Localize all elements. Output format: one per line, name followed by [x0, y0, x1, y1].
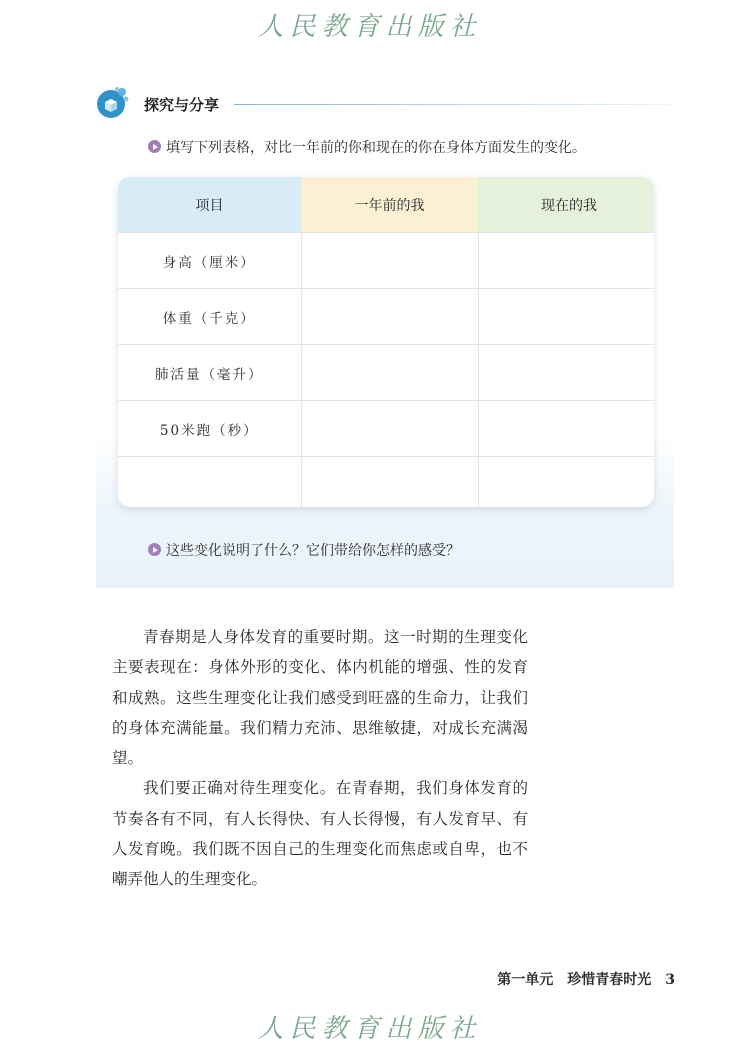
- table-row: [118, 345, 654, 401]
- row-label: 身高（厘米）: [118, 233, 301, 289]
- prompt-text: 填写下列表格，对比一年前的你和现在的你在身体方面发生的变化。: [166, 140, 586, 156]
- cell-year-ago[interactable]: [301, 401, 478, 457]
- section-title: 探究与分享: [144, 96, 220, 114]
- cell-year-ago[interactable]: [301, 233, 478, 289]
- cell-now[interactable]: [478, 457, 654, 508]
- footer-unit: 第一单元: [497, 972, 554, 988]
- cell-now[interactable]: [478, 401, 654, 457]
- play-bullet-icon: [148, 543, 161, 556]
- header-now: 现在的我: [478, 177, 654, 233]
- cube-bubbles-icon: [96, 86, 130, 120]
- cell-now[interactable]: [478, 233, 654, 289]
- paragraph: 青春期是人身体发育的重要时期。这一时期的生理变化主要表现在：身体外形的变化、体内机能的增强、性的发育和成熟。这些生理变化让我们感受到旺盛的生命力，让我们的身体充满能量。我们精力充沛、思维敏捷，对成长充满渴望。: [112, 628, 528, 768]
- cell-now[interactable]: [478, 289, 654, 345]
- section-divider: [234, 104, 670, 105]
- table-row: [118, 401, 654, 457]
- table-row: [118, 233, 654, 289]
- prompt-fill-table: [148, 137, 586, 157]
- row-label: 体重（千克）: [118, 289, 301, 345]
- header-item: 项目: [118, 177, 301, 233]
- prompt-reflection: [148, 540, 460, 560]
- row-label: 肺活量（毫升）: [118, 345, 301, 401]
- watermark-top: 人民教育出版社: [257, 12, 482, 42]
- prompt-text: 这些变化说明了什么？它们带给你怎样的感受？: [166, 543, 460, 559]
- play-bullet-icon: [148, 140, 161, 153]
- header-year-ago: 一年前的我: [301, 177, 478, 233]
- page-number: 3: [665, 972, 675, 988]
- section-header: [96, 86, 674, 122]
- table-row: [118, 289, 654, 345]
- cell-now[interactable]: [478, 345, 654, 401]
- cell-year-ago[interactable]: [301, 457, 478, 508]
- page-footer: [483, 969, 675, 989]
- body-text: [112, 622, 528, 895]
- table-row: [118, 457, 654, 508]
- paragraph: 我们要正确对待生理变化。在青春期，我们身体发育的节奏各有不同，有人长得快、有人长得慢，有人发育早、有人发育晚。我们既不因自己的生理变化而焦虑或自卑，也不嘲弄他人的生理变化。: [112, 779, 528, 889]
- cell-year-ago[interactable]: [301, 345, 478, 401]
- watermark-bottom: 人民教育出版社: [257, 1014, 482, 1044]
- row-label[interactable]: [118, 457, 301, 508]
- row-label: 50米跑（秒）: [118, 401, 301, 457]
- comparison-table: [118, 177, 654, 507]
- footer-chapter: 珍惜青春时光: [567, 972, 652, 988]
- cell-year-ago[interactable]: [301, 289, 478, 345]
